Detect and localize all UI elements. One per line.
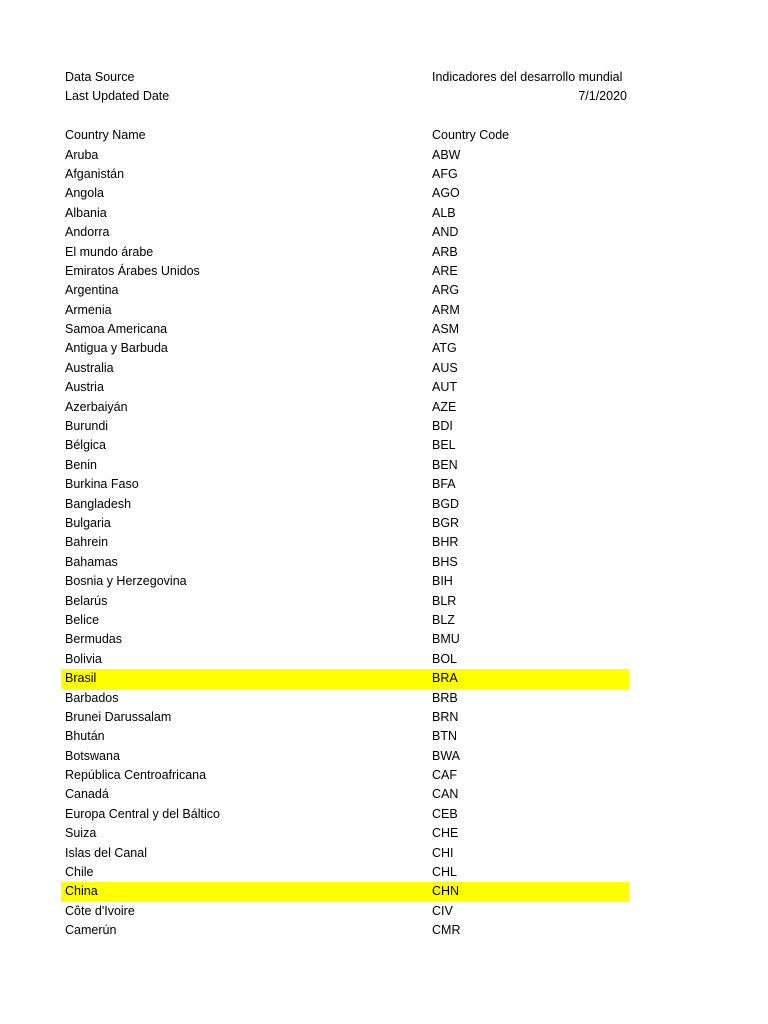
country-code-cell[interactable]: BLZ	[432, 612, 455, 627]
table-row	[61, 824, 629, 843]
country-name-cell[interactable]: Côte d'Ivoire	[65, 903, 135, 918]
data-source-label[interactable]: Data Source	[65, 70, 135, 84]
country-code-cell[interactable]: CAF	[432, 768, 457, 783]
blank-row	[61, 107, 629, 126]
country-code-cell[interactable]: ATG	[432, 341, 457, 356]
last-updated-value[interactable]: 7/1/2020	[578, 89, 627, 104]
country-name-cell[interactable]: Afganistán	[65, 166, 125, 181]
table-row	[61, 475, 629, 494]
country-code-cell[interactable]: BEL	[432, 438, 456, 453]
country-name-cell[interactable]: Burundi	[65, 419, 109, 434]
country-name-cell[interactable]: Suiza	[65, 826, 97, 841]
country-name-cell[interactable]: Bulgaria	[65, 515, 111, 530]
country-code-cell[interactable]: ARM	[432, 302, 460, 317]
country-code-cell[interactable]: BMU	[432, 632, 460, 647]
country-name-cell[interactable]: Bolivia	[65, 651, 102, 666]
country-code-cell[interactable]: ALB	[432, 205, 456, 220]
country-code-cell[interactable]: BDI	[432, 419, 453, 434]
country-name-cell[interactable]: Aruba	[65, 147, 99, 162]
table-row	[61, 669, 629, 688]
country-name-cell[interactable]: Barbados	[65, 690, 119, 705]
country-code-cell[interactable]: CHL	[432, 865, 458, 880]
table-row	[61, 223, 629, 242]
table-row	[61, 708, 629, 727]
country-name-header[interactable]: Country Name	[65, 128, 146, 143]
country-name-cell[interactable]: Europa Central y del Báltico	[65, 806, 220, 821]
table-body	[61, 146, 629, 941]
data-source-value[interactable]: Indicadores del desarrollo mundial	[432, 70, 623, 84]
country-code-cell[interactable]: AFG	[432, 166, 458, 181]
country-code-cell[interactable]: ASM	[432, 322, 460, 337]
data-source-row	[61, 68, 629, 87]
table-row	[61, 882, 629, 901]
table-row	[61, 902, 629, 921]
country-code-cell[interactable]: CEB	[432, 806, 458, 821]
table-row	[61, 592, 629, 611]
country-name-cell[interactable]: Benin	[65, 457, 97, 472]
country-name-cell[interactable]: Bélgica	[65, 438, 106, 453]
country-code-cell[interactable]: BGR	[432, 515, 460, 530]
table-row	[61, 262, 629, 281]
table-row	[61, 398, 629, 417]
country-name-cell[interactable]: Armenia	[65, 302, 112, 317]
country-code-cell[interactable]: BTN	[432, 729, 457, 744]
country-code-cell[interactable]: AZE	[432, 399, 457, 414]
country-name-cell[interactable]: Samoa Americana	[65, 322, 168, 337]
table-row	[61, 572, 629, 591]
country-code-cell[interactable]: BWA	[432, 748, 461, 763]
table-row	[61, 863, 629, 882]
country-name-cell[interactable]: Islas del Canal	[65, 845, 147, 860]
country-name-cell[interactable]: Canadá	[65, 787, 109, 802]
country-name-cell[interactable]: Angola	[65, 186, 104, 201]
country-name-cell[interactable]: República Centroafricana	[65, 768, 207, 783]
table-row	[61, 650, 629, 669]
table-row	[61, 921, 629, 940]
country-code-cell[interactable]: BLR	[432, 593, 457, 608]
country-name-cell[interactable]: Burkina Faso	[65, 477, 139, 492]
country-code-cell[interactable]: ARG	[432, 283, 460, 298]
country-name-cell[interactable]: Antigua y Barbuda	[65, 341, 168, 356]
table-row	[61, 320, 629, 339]
table-row	[61, 281, 629, 300]
table-row	[61, 630, 629, 649]
table-row	[61, 243, 629, 262]
country-name-cell[interactable]: Brasil	[65, 671, 97, 686]
country-code-cell[interactable]: AGO	[432, 186, 460, 201]
country-name-cell[interactable]: Argentina	[65, 283, 119, 298]
country-code-cell[interactable]: AUS	[432, 360, 458, 375]
country-name-cell[interactable]: Australia	[65, 360, 114, 375]
country-name-cell[interactable]: Emiratos Árabes Unidos	[65, 263, 200, 278]
table-row	[61, 844, 629, 863]
table-row	[61, 339, 629, 358]
country-name-cell[interactable]: Albania	[65, 205, 107, 220]
country-code-cell[interactable]: AUT	[432, 380, 457, 395]
country-code-cell[interactable]: BHS	[432, 554, 458, 569]
table-row	[61, 727, 629, 746]
table-row	[61, 146, 629, 165]
country-name-cell[interactable]: Bosnia y Herzegovina	[65, 574, 187, 589]
last-updated-label[interactable]: Last Updated Date	[65, 89, 170, 104]
country-code-cell[interactable]: AND	[432, 225, 459, 240]
country-code-header[interactable]: Country Code	[432, 128, 510, 143]
table-row	[61, 805, 629, 824]
country-name-cell[interactable]: China	[65, 884, 98, 899]
table-row	[61, 436, 629, 455]
country-name-cell[interactable]: Bahamas	[65, 554, 118, 569]
country-code-cell[interactable]: CHE	[432, 826, 459, 841]
country-code-cell[interactable]: BRB	[432, 690, 458, 705]
table-row	[61, 165, 629, 184]
country-name-cell[interactable]: Brunei Darussalam	[65, 709, 172, 724]
table-row	[61, 495, 629, 514]
country-code-cell[interactable]: BGD	[432, 496, 460, 511]
country-name-cell[interactable]: Andorra	[65, 225, 110, 240]
table-row	[61, 689, 629, 708]
country-name-cell[interactable]: Azerbaiyán	[65, 399, 128, 414]
table-row	[61, 359, 629, 378]
table-row	[61, 417, 629, 436]
country-name-cell[interactable]: Belice	[65, 612, 100, 627]
table-header-row	[61, 126, 629, 145]
country-name-cell[interactable]: Belarús	[65, 593, 108, 608]
country-name-cell[interactable]: Bhután	[65, 729, 105, 744]
country-code-cell[interactable]: CIV	[432, 903, 453, 918]
table-row	[61, 301, 629, 320]
country-code-cell[interactable]: BHR	[432, 535, 459, 550]
country-code-cell[interactable]: BOL	[432, 651, 458, 666]
country-code-cell[interactable]: CMR	[432, 923, 461, 938]
country-name-cell[interactable]: Bermudas	[65, 632, 122, 647]
country-code-cell[interactable]: BRN	[432, 709, 459, 724]
country-code-cell[interactable]: BFA	[432, 477, 456, 492]
country-code-cell[interactable]: ARB	[432, 244, 458, 259]
table-row	[61, 204, 629, 223]
country-name-cell[interactable]: Austria	[65, 380, 104, 395]
table-row	[61, 533, 629, 552]
country-code-cell[interactable]: ABW	[432, 147, 461, 162]
table-row	[61, 184, 629, 203]
table-row	[61, 766, 629, 785]
country-name-cell[interactable]: El mundo árabe	[65, 244, 154, 259]
country-name-cell[interactable]: Chile	[65, 865, 94, 880]
spreadsheet	[61, 68, 629, 941]
country-name-cell[interactable]: Bahrein	[65, 535, 109, 550]
table-row	[61, 514, 629, 533]
table-row	[61, 378, 629, 397]
country-code-cell[interactable]: CHI	[432, 845, 454, 860]
table-row	[61, 456, 629, 475]
country-code-cell[interactable]: BRA	[432, 671, 458, 686]
country-code-cell[interactable]: BEN	[432, 457, 458, 472]
last-updated-row	[61, 87, 629, 106]
table-row	[61, 785, 629, 804]
country-code-cell[interactable]: CHN	[432, 884, 460, 899]
country-code-cell[interactable]: ARE	[432, 263, 458, 278]
country-code-cell[interactable]: BIH	[432, 574, 453, 589]
country-name-cell[interactable]: Bangladesh	[65, 496, 132, 511]
country-code-cell[interactable]: CAN	[432, 787, 459, 802]
country-name-cell[interactable]: Botswana	[65, 748, 120, 763]
table-row	[61, 611, 629, 630]
table-row	[61, 747, 629, 766]
table-row	[61, 553, 629, 572]
country-name-cell[interactable]: Camerún	[65, 923, 117, 938]
